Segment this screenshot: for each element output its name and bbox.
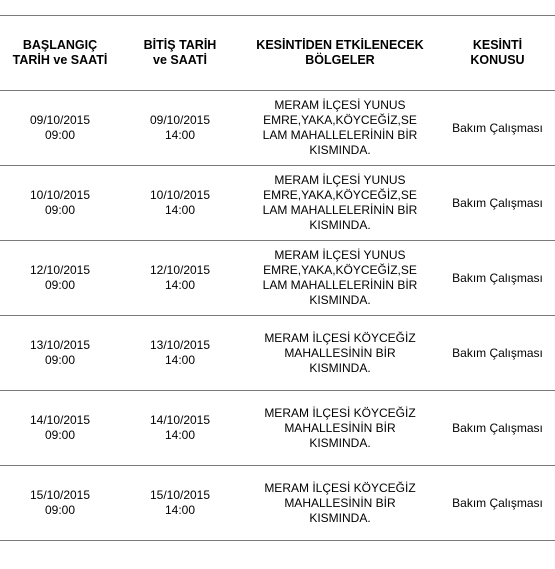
area-line: MERAM İLÇESİ YUNUS (274, 173, 406, 187)
table-body (0, 91, 555, 541)
end-date: 14/10/2015 (149, 413, 211, 427)
outage-type: Bakım Çalışması (452, 120, 543, 135)
outage-type: Bakım Çalışması (452, 270, 543, 285)
area-line: KISMINDA. (309, 293, 371, 307)
start-date: 15/10/2015 (29, 488, 91, 502)
start-date: 14/10/2015 (29, 413, 91, 427)
area-line: MERAM İLÇESİ YUNUS (274, 98, 406, 112)
end-time: 14:00 (164, 428, 196, 442)
end-time: 14:00 (164, 278, 196, 292)
outage-type-cell (440, 391, 555, 466)
area-line: MERAM İLÇESİ KÖYCEĞİZ (264, 480, 416, 495)
header-areas-line1: KESİNTİDEN ETKİLENECEK (256, 38, 424, 52)
header-start-line1: BAŞLANGIÇ (22, 38, 98, 52)
start-time: 09:00 (44, 128, 76, 142)
end-datetime-cell (120, 466, 240, 541)
end-datetime-cell (120, 316, 240, 391)
affected-areas-cell (240, 391, 440, 466)
area-line: EMRE,YAKA,KÖYCEĞİZ,SE (263, 263, 417, 277)
area-line: LAM MAHALLELERİNİN BİR (262, 128, 418, 142)
area-line: MAHALLESİNİN BİR (284, 345, 396, 360)
header-start-line2: TARİH ve SAATİ (12, 53, 108, 67)
end-datetime-cell (120, 166, 240, 241)
start-time: 09:00 (44, 503, 76, 517)
end-datetime-cell (120, 241, 240, 316)
start-datetime-cell (0, 166, 120, 241)
area-line: KISMINDA. (309, 510, 371, 525)
area-line: KISMINDA. (309, 435, 371, 450)
area-line: LAM MAHALLELERİNİN BİR (262, 278, 418, 292)
area-line: MERAM İLÇESİ KÖYCEĞİZ (264, 405, 416, 420)
area-line: KISMINDA. (309, 143, 371, 157)
outage-type: Bakım Çalışması (452, 495, 543, 510)
end-date: 10/10/2015 (149, 188, 211, 202)
table-row (0, 91, 555, 166)
end-datetime-cell (120, 391, 240, 466)
start-time: 09:00 (44, 353, 76, 367)
area-line: MERAM İLÇESİ YUNUS (274, 248, 406, 262)
table-row (0, 316, 555, 391)
end-datetime-cell (120, 91, 240, 166)
start-date: 13/10/2015 (29, 338, 91, 352)
affected-areas-cell (240, 241, 440, 316)
end-time: 14:00 (164, 128, 196, 142)
table-row (0, 166, 555, 241)
end-time: 14:00 (164, 203, 196, 217)
end-date: 12/10/2015 (149, 263, 211, 277)
header-start-datetime (0, 16, 120, 91)
start-datetime-cell (0, 316, 120, 391)
table-row (0, 241, 555, 316)
area-line: EMRE,YAKA,KÖYCEĞİZ,SE (263, 188, 417, 202)
affected-areas-cell (240, 316, 440, 391)
outage-type: Bakım Çalışması (452, 345, 543, 360)
header-outage-type (440, 16, 555, 91)
end-date: 15/10/2015 (149, 488, 211, 502)
area-line: MERAM İLÇESİ KÖYCEĞİZ (264, 330, 416, 345)
affected-areas-cell (240, 166, 440, 241)
end-time: 14:00 (164, 353, 196, 367)
table-header (0, 16, 555, 91)
outage-type: Bakım Çalışması (452, 195, 543, 210)
end-date: 13/10/2015 (149, 338, 211, 352)
end-time: 14:00 (164, 503, 196, 517)
start-date: 10/10/2015 (29, 188, 91, 202)
affected-areas-cell (240, 466, 440, 541)
area-line: KISMINDA. (309, 218, 371, 232)
start-datetime-cell (0, 466, 120, 541)
outage-type-cell (440, 316, 555, 391)
start-date: 09/10/2015 (29, 113, 91, 127)
start-datetime-cell (0, 391, 120, 466)
header-affected-areas (240, 16, 440, 91)
outage-type: Bakım Çalışması (452, 420, 543, 435)
area-line: EMRE,YAKA,KÖYCEĞİZ,SE (263, 113, 417, 127)
start-datetime-cell (0, 241, 120, 316)
table-row (0, 466, 555, 541)
start-time: 09:00 (44, 203, 76, 217)
header-end-line1: BİTİŞ TARİH (143, 38, 217, 52)
header-end-datetime (120, 16, 240, 91)
end-date: 09/10/2015 (149, 113, 211, 127)
header-type-line2: KONUSU (470, 53, 525, 67)
area-line: KISMINDA. (309, 360, 371, 375)
area-line: LAM MAHALLELERİNİN BİR (262, 203, 418, 217)
header-type-line1: KESİNTİ (472, 38, 523, 52)
header-row (0, 16, 555, 91)
start-time: 09:00 (44, 428, 76, 442)
header-end-line2: ve SAATİ (153, 53, 207, 67)
outage-type-cell (440, 466, 555, 541)
affected-areas-cell (240, 91, 440, 166)
start-datetime-cell (0, 91, 120, 166)
table-row (0, 391, 555, 466)
header-areas-line2: BÖLGELER (305, 53, 375, 67)
area-line: MAHALLESİNİN BİR (284, 495, 396, 510)
area-line: MAHALLESİNİN BİR (284, 420, 396, 435)
start-time: 09:00 (44, 278, 76, 292)
outage-type-cell (440, 91, 555, 166)
outage-schedule-table (0, 15, 555, 541)
start-date: 12/10/2015 (29, 263, 91, 277)
outage-type-cell (440, 166, 555, 241)
outage-type-cell (440, 241, 555, 316)
